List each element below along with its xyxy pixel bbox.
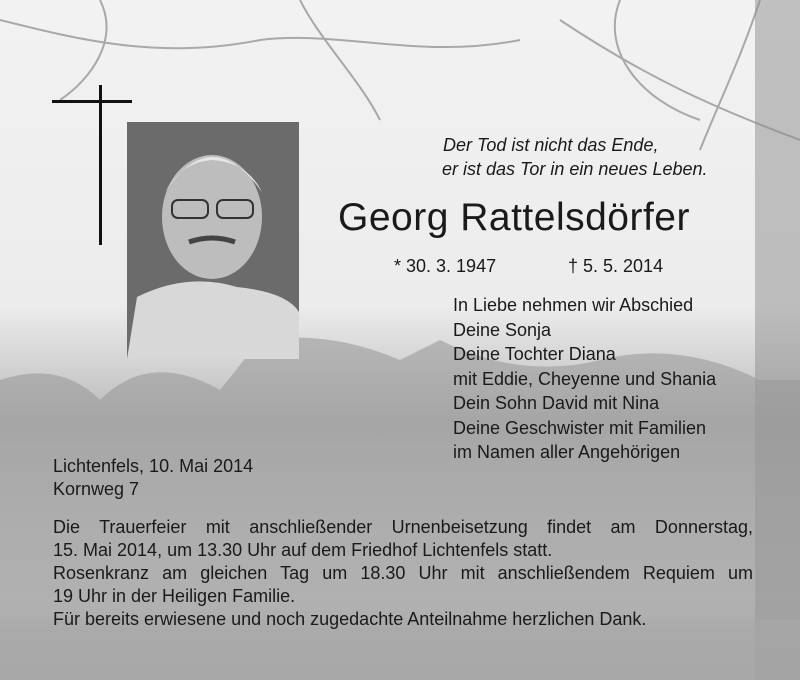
quote-line: er ist das Tor in ein neues Leben. — [442, 159, 708, 179]
mourner-line: In Liebe nehmen wir Abschied — [453, 295, 694, 315]
mourner-line: Deine Tochter Diana — [453, 344, 616, 364]
mourners-list — [453, 293, 716, 465]
funeral-details — [53, 516, 753, 631]
details-line: Für bereits erwiesene und noch zugedachte Anteilnahme herzlichen Dank. — [53, 609, 647, 629]
mourner-line: Deine Geschwister mit Familien — [453, 417, 707, 438]
deceased-name: Georg Rattelsdörfer — [338, 196, 690, 239]
mourner-line: im Namen aller Angehörigen — [453, 442, 681, 462]
mourner-line: Deine Sonja — [453, 319, 552, 340]
mourner-line: mit Eddie, Cheyenne und Shania — [453, 368, 717, 389]
quote — [443, 133, 708, 181]
details-line: 19 Uhr in der Heiligen Familie. — [53, 586, 296, 606]
portrait-photo — [127, 122, 299, 359]
cross-icon — [52, 85, 132, 245]
details-line: 15. Mai 2014, um 13.30 Uhr auf dem Friedhof Lichtenfels statt. — [53, 540, 553, 560]
birth-date: * 30. 3. 1947 — [394, 256, 497, 276]
place-and-address — [53, 455, 253, 501]
address: Kornweg 7 — [53, 479, 140, 499]
details-line: Rosenkranz am gleichen Tag um 18.30 Uhr mit anschließendem Requiem um — [53, 563, 753, 583]
details-line: Die Trauerfeier mit anschließender Urnenbeisetzung findet am Donnerstag, — [53, 517, 753, 537]
mourner-line: Dein Sohn David mit Nina — [453, 393, 660, 413]
quote-line: Der Tod ist nicht das Ende, — [443, 135, 659, 155]
place-date: Lichtenfels, 10. Mai 2014 — [53, 456, 254, 476]
death-date: † 5. 5. 2014 — [568, 256, 664, 276]
